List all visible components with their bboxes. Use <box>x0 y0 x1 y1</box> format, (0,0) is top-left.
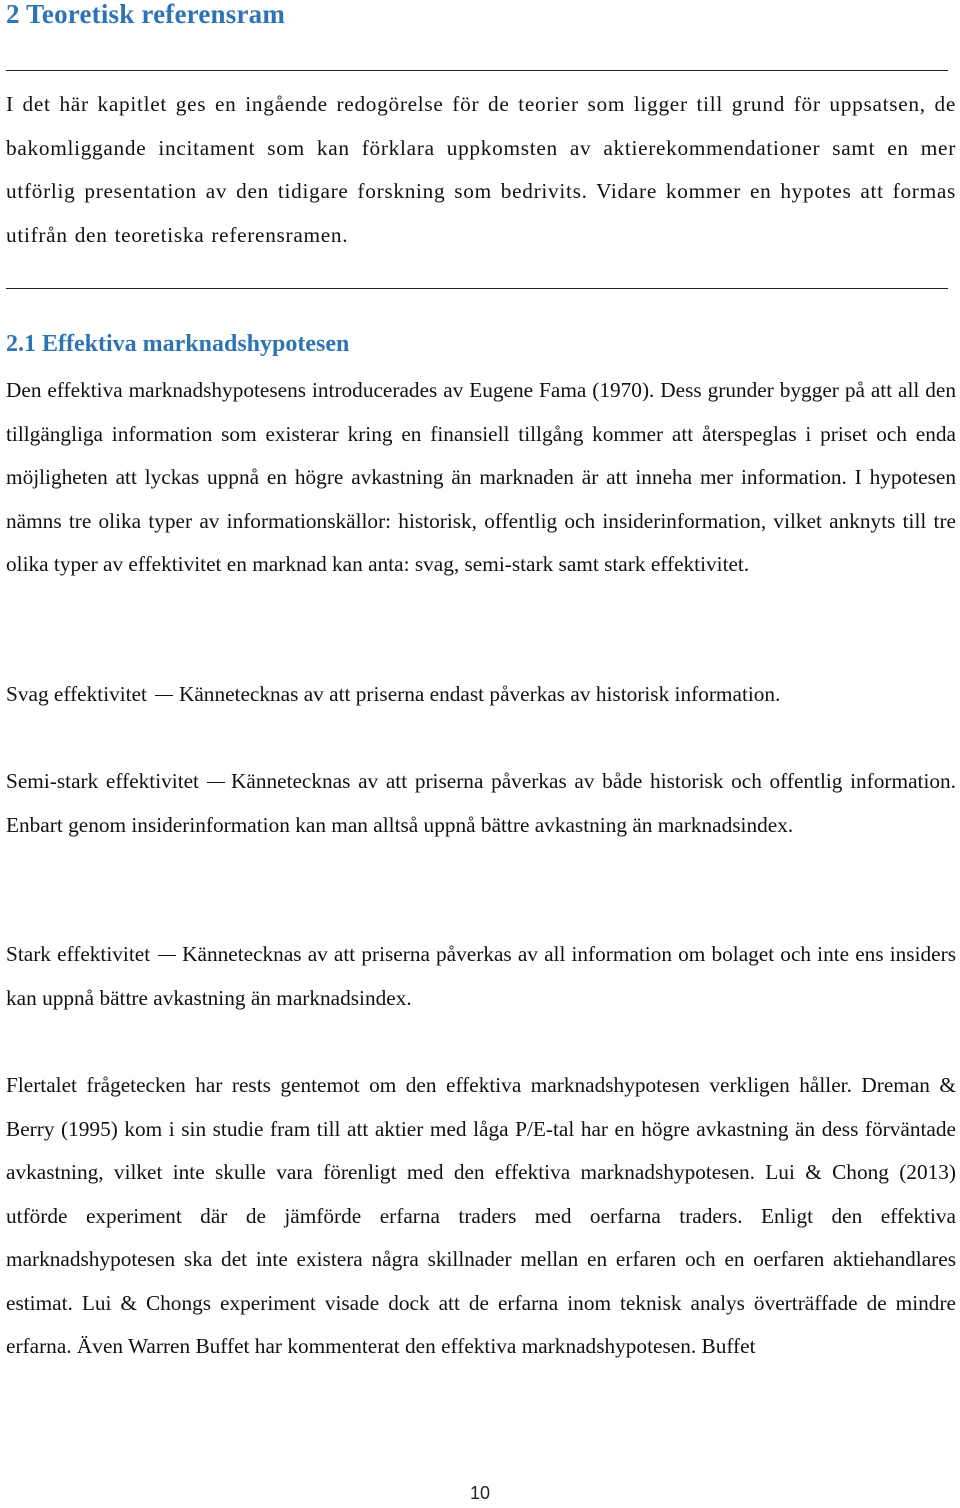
chapter-intro-paragraph: I det här kapitlet ges en ingående redogörelse för de teorier som ligger till grund för uppsatsen, de bakomliggande incitament som kan förklara uppkomsten av aktierekommendationer samt en mer utförlig presentation av den tidigare forskning som bedrivits. Vidare kommer en hypotes att formas utifrån den teoretiska referensramen. <box>6 92 956 247</box>
page-number: 10 <box>469 1483 491 1503</box>
chapter-title: 2 Teoretisk referensram <box>6 0 286 29</box>
section-title: 2.1 Effektiva marknadshypotesen <box>6 331 350 357</box>
em-dash <box>155 695 173 696</box>
em-dash <box>207 782 225 783</box>
form-strong-paragraph <box>6 933 956 1020</box>
form-strong-description: Kännetecknas av att priserna påverkas av all information om bolaget och inte ens insiders kan uppnå bättre avkastning än marknadsindex. <box>6 942 956 1010</box>
top-divider <box>6 70 948 71</box>
em-dash <box>158 955 176 956</box>
form-weak-term: Svag effektivitet <box>6 682 147 706</box>
form-weak-description: Kännetecknas av att priserna endast påverkas av historisk information. <box>178 682 781 706</box>
form-semi-strong-description: Kännetecknas av att priserna påverkas av både historisk och offentlig information. Enbart genom insiderinformation kan man alltså uppnå bättre avkastning än marknadsindex. <box>6 769 956 837</box>
form-semi-strong-paragraph <box>6 760 956 847</box>
intro-bottom-divider <box>6 288 948 289</box>
section-paragraph-2: Flertalet frågetecken har rests gentemot om den effektiva marknadshypotesen verkligen håller. Dreman & Berry (1995) kom i sin studie fram till att aktier med låga P/E-tal har en högre avkastning än dess förväntade avkastning, vilket inte skulle vara förenligt med den effektiva marknadshypotesen. Lui & Chong (2013) utförde experiment där de jämförde erfarna traders med oerfarna traders. Enligt den effektiva marknadshypotesen ska det inte existera några skillnader mellan en erfaren och en oerfaren aktiehandlares estimat. Lui & Chongs experiment visade dock att de erfarna inom teknisk analys överträffade de mindre erfarna. Även Warren Buffet har kommenterat den effektiva marknadshypotesen. Buffet <box>6 1073 956 1358</box>
form-strong-term: Stark effektivitet <box>6 942 151 966</box>
section-paragraph-1: Den effektiva marknadshypotesens introducerades av Eugene Fama (1970). Dess grunder bygger på att all den tillgängliga information som existerar kring en finansiell tillgång kommer att återspeglas i priset och enda möjligheten att lyckas uppnå en högre avkastning än marknaden är att inneha mer information. I hypotesen nämns tre olika typer av informationskällor: historisk, offentlig och insiderinformation, vilket anknyts till tre olika typer av effektivitet en marknad kan anta: svag, semi-stark samt stark effektivitet. <box>6 378 956 576</box>
form-weak-paragraph <box>6 673 956 717</box>
form-semi-strong-term: Semi-stark effektivitet <box>6 769 199 793</box>
